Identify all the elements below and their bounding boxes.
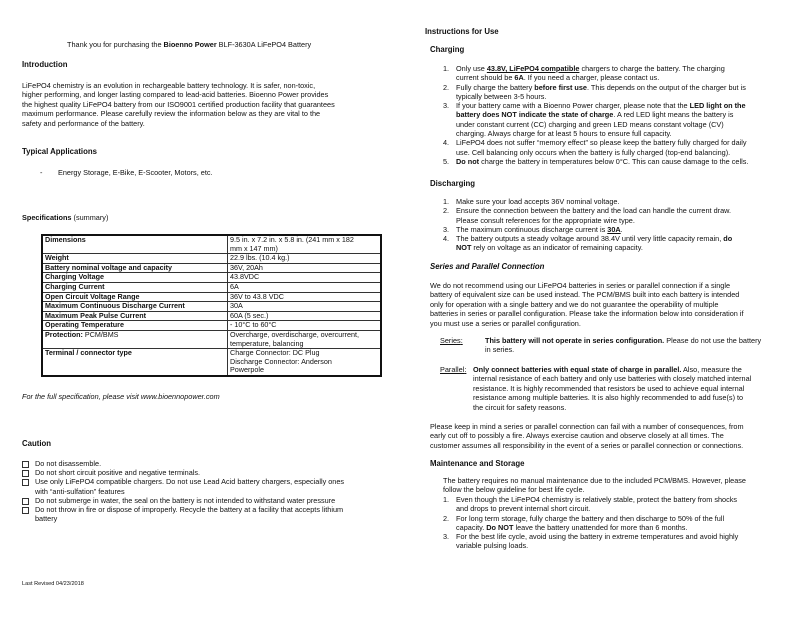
list-item: 3. The maximum continuous discharge current is 30A. (443, 224, 623, 234)
list-item: 2. Ensure the connection between the battery and the load can handle the current draw. Please consult references for the appropriate wire type. (443, 206, 732, 225)
list-item: 4. The battery outputs a steady voltage around 38.4V until very little capacity remain, do NOT rely on voltage as an indicator of remaining capacity. (443, 234, 733, 253)
table-row: Terminal / connector type Charge Connector: DC Plug Discharge Connector: Anderson Powerpole (42, 349, 381, 376)
caution-list (22, 459, 344, 523)
maintenance-list (443, 495, 738, 551)
table-row: Open Circuit Voltage Range 36V to 43.8 VDC (42, 292, 381, 302)
applications-item: Energy Storage, E-Bike, E-Scooter, Motors, etc. (58, 168, 213, 177)
charging-heading: Charging (430, 45, 465, 54)
list-item: 1. Make sure your load accepts 36V nominal voltage. (443, 197, 620, 206)
list-item: 2. For long term storage, fully charge the battery and then discharge to 50% of the full capacity. Do NOT leave the battery unattended for more than 6 months. (443, 513, 725, 532)
thank-you-line: Thank you for purchasing the Bioenno Power BLF-3630A LiFePO4 Battery (67, 40, 312, 49)
charging-list (443, 64, 748, 166)
last-revised: Last Revised 04/23/2018 (22, 581, 84, 587)
table-row: Operating Temperature - 10°C to 60°C (42, 321, 381, 331)
introduction-text: LiFePO4 chemistry is an evolution in rechargeable battery technology. It is safer, non-toxic, higher performing, and longer lasting compared to lead-acid batteries. Bioenno Power provides the highest quality LiFePO4 battery from our ISO9001 certified production facility that guarantees maximum performance. Please carefully review the information below as they are vital to the safety and performance of the battery. (22, 81, 335, 128)
table-row: Protection: PCM/BMS Overcharge, overdischarge, overcurrent, temperature, balancing (42, 330, 381, 348)
list-item: 4. LiFePO4 does not suffer “memory effect” so please keep the battery fully charged for daily use. Cell balancing only occurs when the battery is fully charged (top-end balancing). (443, 138, 747, 157)
caution-heading: Caution (22, 439, 52, 448)
maintenance-intro: The battery requires no manual maintenance due to the included PCM/BMS. However, please follow the below guideline for best life cycle. (443, 476, 746, 495)
applications-heading: Typical Applications (22, 147, 97, 156)
checkbox-bullet-icon (22, 498, 29, 505)
checkbox-bullet-icon (22, 507, 29, 514)
table-row: Battery nominal voltage and capacity 36V, 20Ah (42, 263, 381, 273)
series-parallel-heading: Series and Parallel Connection (430, 262, 545, 271)
instructions-title: Instructions for Use (425, 27, 499, 36)
list-item: 2. Fully charge the battery before first use. This depends on the output of the charger but is typically between 3-5 hours. (443, 82, 746, 101)
list-item: Do not disassemble. (22, 459, 344, 468)
checkbox-bullet-icon (22, 461, 29, 468)
discharging-list (443, 197, 732, 253)
table-row: Maximum Peak Pulse Current 60A (5 sec.) (42, 311, 381, 321)
list-item: Do not short circuit positive and negative terminals. (22, 468, 344, 477)
list-item: 1. Only use 43.8V, LiFePO4 compatible chargers to charge the battery. The charging current should be 6A. If you need a charger, please contact us. (443, 64, 725, 83)
table-row: Charging Current 6A (42, 282, 381, 292)
list-item: Use only LiFePO4 compatible chargers. Do not use Lead Acid battery chargers, especially ones with “anti-sulfation” features (22, 477, 344, 495)
series-parallel-warning: Please keep in mind a series or parallel connection can fail with a number of consequences, from early cut off to possibly a fire. Always exercise caution and observe closely at all times. The customer assumes all responsibility in the event of a series or parallel connection or connections. (430, 422, 744, 450)
list-item: Do not throw in fire or dispose of improperly. Recycle the battery at a facility that accepts lithium battery (22, 505, 344, 523)
checkbox-bullet-icon (22, 479, 29, 486)
list-item: 3. If your battery came with a Bioenno Power charger, please note that the LED light on the battery does NOT indicate the state of charge. A red LED light means the battery is under constant current (CC) charging and green LED means constant voltage (CV) charging. Always charge for at least 5 hours to ensure full capacity. (443, 101, 746, 139)
table-row: Maximum Continuous Discharge Current 30A (42, 302, 381, 312)
maintenance-heading: Maintenance and Storage (430, 459, 525, 468)
list-item: 1. Even though the LiFePO4 chemistry is relatively stable, protect the battery from shocks and drops to prevent internal short circuit. (443, 495, 738, 514)
applications-bullet: - (40, 168, 43, 177)
series-parallel-intro: We do not recommend using our LiFePO4 batteries in series or parallel connection if a single battery of equivalent size can be used instead. The PCM/BMS built into each battery is intended only for operation with a single battery and we do not guarantee the operability of multiple batteries in series or parallel configuration. Please take the information below into consideration if you must use a series or parallel configuration. (430, 281, 744, 328)
specifications-table (41, 234, 382, 377)
checkbox-bullet-icon (22, 470, 29, 477)
table-row: Charging Voltage 43.8VDC (42, 273, 381, 283)
spec-footer-note: For the full specification, please visit www.bioennopower.com (22, 392, 220, 401)
list-item: 3. For the best life cycle, avoid using the battery in extreme temperatures and avoid highly variable pulsing loads. (443, 532, 739, 551)
table-row: Dimensions 9.5 in. x 7.2 in. x 5.8 in. (241 mm x 182 mm x 147 mm) (42, 235, 381, 254)
specifications-heading: Specifications (summary) (22, 213, 109, 222)
discharging-heading: Discharging (430, 179, 476, 188)
table-row: Weight 22.9 lbs. (10.4 kg.) (42, 254, 381, 264)
list-item: 5. Do not charge the battery in temperatures below 0°C. This can cause damage to the cells. (443, 156, 749, 166)
list-item: Do not submerge in water, the seal on the battery is not intended to withstand water pressure (22, 496, 344, 505)
introduction-heading: Introduction (22, 60, 68, 69)
